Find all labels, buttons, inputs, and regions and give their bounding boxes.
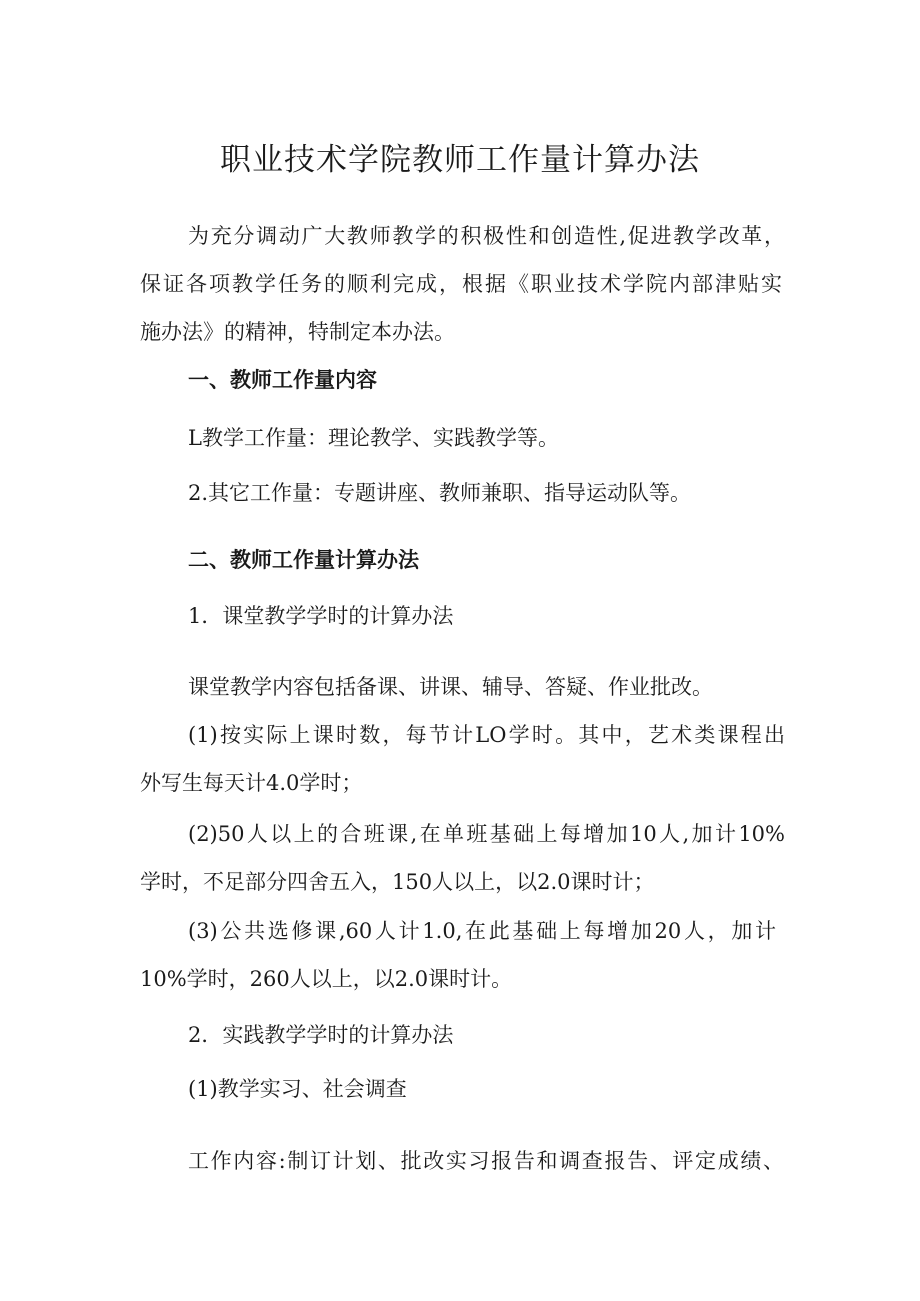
rule-1-line-2: 外写生每天计4.0学时； (140, 771, 363, 795)
rule-2-line-2: 学时，不足部分四舍五入，150人以上，以2.0课时计； (140, 870, 655, 894)
subsection-1-title: 1．课堂教学学时的计算办法 (188, 604, 454, 628)
subsection-1-desc: 课堂教学内容包括备课、讲课、辅导、答疑、作业批改。 (188, 675, 713, 699)
section-heading-1: 一、教师工作量内容 (188, 368, 377, 392)
rule-3-line-2: 10%学时，260人以上，以2.0课时计。 (140, 967, 513, 991)
section-heading-2: 二、教师工作量计算办法 (188, 548, 419, 572)
rule-2-line-1: (2)50人以上的合班课,在单班基础上每增加10人,加计10% (188, 822, 785, 846)
subsection-2-item-1: (1)教学实习、社会调查 (188, 1077, 407, 1101)
subsection-2-title: 2．实践教学学时的计算办法 (188, 1023, 454, 1047)
intro-line-1: 为充分调动广大教师教学的积极性和创造性,促进教学改革， (188, 224, 785, 248)
page-title: 职业技术学院教师工作量计算办法 (220, 142, 700, 178)
section1-item-2: 2.其它工作量：专题讲座、教师兼职、指导运动队等。 (188, 481, 692, 505)
intro-line-3: 施办法》的精神，特制定本办法。 (140, 320, 455, 344)
rule-3-line-1: (3)公共选修课,60人计1.0,在此基础上每增加20人，加计 (188, 919, 776, 943)
subsection-2-item-1-desc: 工作内容:制订计划、批改实习报告和调查报告、评定成绩、 (188, 1149, 784, 1173)
rule-1-line-1: (1)按实际上课时数，每节计LO学时。其中，艺术类课程出 (188, 723, 785, 747)
section1-item-1: L教学工作量：理论教学、实践教学等。 (188, 426, 559, 450)
intro-line-2: 保证各项教学任务的顺利完成，根据《职业技术学院内部津贴实 (140, 272, 782, 296)
